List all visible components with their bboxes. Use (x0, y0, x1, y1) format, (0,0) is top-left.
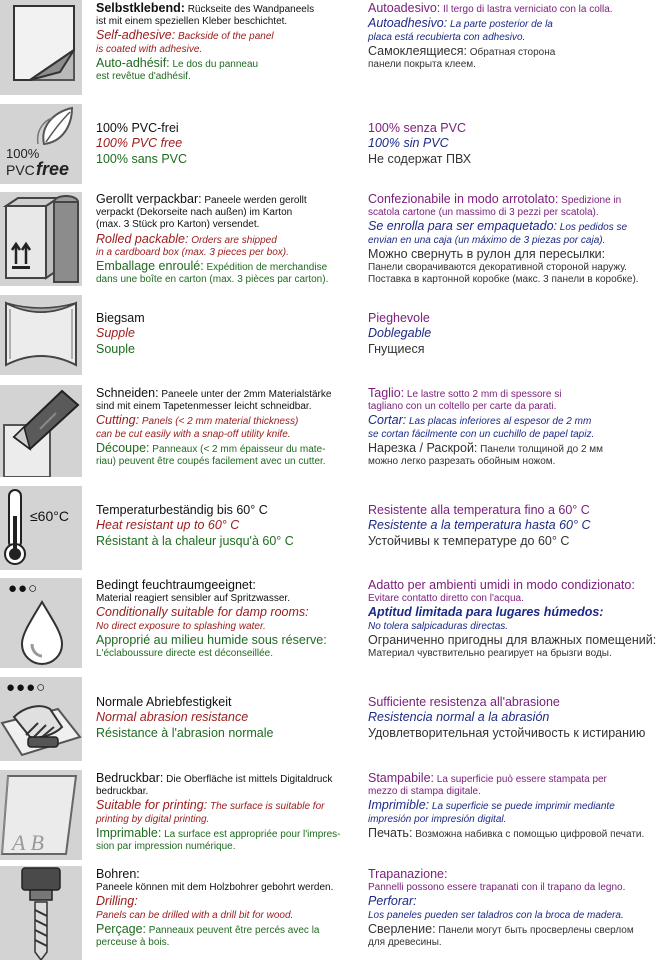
fr-label: Découpe: (96, 440, 150, 455)
de-text-2: Paneele können mit dem Holzbohrer gebohrt werden. (96, 882, 334, 894)
fr-text: Expédition de merchandise (203, 262, 328, 274)
it-label: Adatto per ambienti umidi in modo condizionato: (368, 578, 635, 592)
es-label: Aptitud limitada para lugares húmedos: (368, 605, 604, 620)
it-text-2: Pannelli possono essere trapanati con il trapano da legno. (368, 882, 626, 894)
de-text-2: verpackt (Dekorseite nach außen) im Karton (96, 207, 293, 219)
en-label: Cutting: (96, 413, 140, 428)
ru-text-2: панели покрыта клеем. (368, 58, 476, 70)
en-text-2: No direct exposure to splashing water. (96, 620, 266, 632)
es-text: Los pedidos se (557, 222, 628, 234)
it-label: Sufficiente resistenza all'abrasione (368, 695, 560, 709)
fr-label: Résistance à l'abrasion normale (96, 725, 274, 740)
es-text: La parte posterior de la (447, 19, 553, 31)
en-label: Suitable for printing: (96, 798, 208, 813)
de-label: Temperaturbeständig bis 60° C (96, 503, 268, 517)
de-text-3: (max. 3 Stück pro Karton) versendet. (96, 219, 260, 231)
ru-text: Панели могут быть просверлены сверлом (435, 924, 634, 936)
print-sample-letters: A B (12, 830, 44, 855)
fr-text-2: perceuse à bois. (96, 937, 170, 949)
feature-row-pvc-free (0, 104, 672, 184)
es-text-2: envian en una caja (un máximo de 3 piezas por caja). (368, 234, 606, 246)
fr-label: Imprimable: (96, 825, 162, 840)
es-label: Resistente a la temperatura hasta 60° C (368, 518, 591, 533)
ru-label: Печать: (368, 825, 413, 840)
de-label: Biegsam (96, 311, 145, 325)
es-label: 100% sin PVC (368, 136, 449, 151)
it-label: 100% senza PVC (368, 121, 466, 135)
it-text-2: scatola cartone (un massimo di 3 pezzi per scatola). (368, 207, 599, 219)
en-label: 100% PVC free (96, 136, 183, 151)
ru-label: Сверление: (368, 921, 436, 936)
en-label: Supple (96, 326, 135, 341)
de-label: Bohren: (96, 867, 140, 881)
ru-text: Возможна набивка с помощью цифровой печати. (412, 828, 645, 840)
ru-text-2: для древесины. (368, 937, 442, 949)
de-label: Normale Abriebfestigkeit (96, 695, 232, 709)
ru-label: Можно свернуть в рулон для пересылки: (368, 246, 606, 261)
fr-label: Résistant à la chaleur jusqu'à 60° C (96, 533, 294, 548)
es-label: Imprimible: (368, 798, 430, 813)
es-label: Cortar: (368, 413, 407, 428)
feature-row-heat-resistant (0, 486, 672, 570)
en-text: Panels (< 2 mm material thickness) (139, 416, 299, 428)
fr-label: Auto-adhésif: (96, 55, 170, 70)
ru-text-3: Поставка в картонной коробке (макс. 3 панели в коробке). (368, 274, 639, 286)
pvc-percent: 100% (6, 146, 40, 161)
en-text-2: can be cut easily with a snap-off utility knife. (96, 428, 291, 440)
it-label: Confezionabile in modo arrotolato: (368, 192, 559, 206)
it-label: Pieghevole (368, 311, 430, 325)
en-label: Drilling: (96, 894, 138, 909)
fr-text-2: dans une boîte en carton (max. 3 pièces par carton). (96, 274, 329, 286)
es-text-2: impresión por impresión digital. (368, 813, 507, 825)
de-label: Bedingt feuchtraumgeeignet: (96, 578, 256, 592)
es-label: Autoadhesivo: (368, 16, 448, 31)
de-label: Schneiden: (96, 386, 159, 400)
feature-row-damp-rooms (0, 578, 672, 668)
fr-text-2: L'éclaboussure directe est déconseillée. (96, 648, 274, 660)
en-text-2: in a cardboard box (max. 3 pieces per box). (96, 246, 289, 258)
fr-text: Panneaux peuvent être percés avec la (146, 924, 320, 936)
fr-text: Panneaux (< 2 mm épaisseur du mate- (149, 443, 326, 455)
it-text: Il tergo di lastra verniciato con la colla. (440, 4, 613, 15)
en-label: Heat resistant up to 60° C (96, 518, 240, 533)
de-text-2: sind mit einem Tapetenmesser leicht schneidbar. (96, 401, 312, 413)
ru-label: Устойчивы к температуре до 60° С (368, 533, 570, 548)
es-label: Se enrolla para ser empaquetado: (368, 219, 558, 234)
it-label: Resistente alla temperatura fino a 60° C (368, 503, 590, 517)
en-text-2: printing by digital printing. (96, 813, 210, 825)
water-drop-icon (0, 578, 82, 668)
en-text: The surface is suitable for (207, 801, 325, 813)
it-label: Stampabile: (368, 771, 435, 785)
feature-row-supple (0, 295, 672, 375)
es-label: Perforar: (368, 894, 417, 909)
en-text-2: is coated with adhesive. (96, 43, 203, 55)
feature-row-abrasion (0, 677, 672, 761)
moisture-rating-dots: ●●○ (8, 580, 39, 597)
it-text: Spedizione in (558, 195, 622, 206)
fr-label: Emballage enroulé: (96, 259, 204, 274)
de-label: Selbstklebend: (96, 1, 185, 15)
fr-label: Approprié au milieu humide sous réserve: (96, 632, 327, 647)
en-text: Orders are shipped (188, 234, 277, 246)
fr-text: La surface est appropriée pour l'impres- (161, 828, 341, 840)
ru-text-2: Панели сворачиваются декоративной стороной наружу. (368, 262, 627, 274)
es-label: Resistencia normal a la abrasión (368, 710, 550, 725)
es-text-2: se cortan fácilmente con un cuchillo de papel tapiz. (368, 428, 595, 440)
en-text-2: Panels can be drilled with a drill bit for wood. (96, 909, 294, 921)
en-label: Rolled packable: (96, 231, 189, 246)
fr-label: Souple (96, 341, 135, 356)
es-text-2: placa está recubierta con adhesivo. (368, 31, 526, 43)
de-text: Rückseite des Wandpaneels (184, 4, 315, 15)
ru-text-2: Материал чувствительно реагирует на брызги воды. (368, 648, 612, 660)
es-text: La superficie se puede imprimir mediante (429, 801, 615, 813)
ru-label: Гнущиеся (368, 341, 425, 356)
feature-row-cutting (0, 385, 672, 477)
de-text-2: ist mit einem speziellen Kleber beschichtet. (96, 16, 288, 28)
fr-text-2: riau) peuvent être coupés facilement avec un cutter. (96, 456, 326, 468)
de-label: Gerollt verpackbar: (96, 192, 202, 206)
temp-label: ≤60°C (30, 508, 69, 524)
de-text: Die Oberfläche ist mittels Digitaldruck (163, 774, 333, 785)
fr-text: Le dos du panneau (169, 58, 259, 70)
it-text: La superficie può essere stampata per (434, 774, 607, 785)
it-text-2: tagliano con un coltello per carte da parati. (368, 401, 557, 413)
rolled-box-icon (0, 192, 82, 286)
ru-label: Самоклеящиеся: (368, 43, 467, 58)
fr-text-2: est revêtue d'adhésif. (96, 71, 191, 83)
free-word: free (36, 159, 70, 179)
pvc-free-leaf-icon (0, 104, 82, 184)
feature-row-self-adhesive (0, 0, 672, 95)
de-label: 100% PVC-frei (96, 121, 179, 135)
ru-label: Ограниченно пригодны для влажных помещений: (368, 632, 657, 647)
es-label: Doblegable (368, 326, 432, 341)
knife-cutting-icon (0, 385, 82, 477)
abrasion-rating-dots: ●●●○ (6, 679, 47, 696)
en-text: Backside of the panel (175, 31, 274, 43)
feature-row-rolled-packable (0, 192, 672, 286)
it-text-2: Evitare contatto diretto con l'acqua. (368, 593, 524, 605)
feature-row-drilling (0, 866, 672, 960)
fr-label: Perçage: (96, 921, 147, 936)
ru-text: Обратная сторона (467, 46, 556, 58)
es-text-2: No tolera salpicaduras directas. (368, 620, 509, 632)
en-label: Self-adhesive: (96, 28, 176, 43)
pvc-word: PVC (6, 162, 35, 178)
ru-label: Нарезка / Раскрой: (368, 440, 478, 455)
it-label: Taglio: (368, 386, 405, 400)
de-text-2: bedruckbar. (96, 786, 149, 798)
es-text-2: Los paneles pueden ser taladros con la broca de madera. (368, 909, 624, 921)
de-text: Paneele unter der 2mm Materialstärke (158, 389, 332, 400)
feature-row-printing (0, 770, 672, 860)
drill-bit-icon (0, 866, 82, 960)
it-label: Trapanazione: (368, 867, 448, 881)
abrasion-hand-icon (0, 677, 82, 761)
it-label: Autoadesivo: (368, 1, 441, 15)
bent-sheet-icon (0, 295, 82, 375)
thermometer-icon (0, 486, 82, 570)
it-text-2: mezzo di stampa digitale. (368, 786, 481, 798)
de-text: Paneele werden gerollt (201, 195, 307, 206)
ru-label: Удовлетворительная устойчивость к истиранию (368, 725, 646, 740)
es-text: Las placas inferiores al espesor de 2 mm (406, 416, 592, 428)
it-text: Le lastre sotto 2 mm di spessore si (404, 389, 562, 400)
peel-sheet-icon (0, 0, 82, 95)
en-label: Normal abrasion resistance (96, 710, 249, 725)
ru-text-2: можно легко разрезать обойным ножом. (368, 456, 556, 468)
ru-text: Панели толщиной до 2 мм (477, 443, 604, 455)
ru-label: Не содержат ПВХ (368, 151, 472, 166)
de-text-2: Material reagiert sensibler auf Spritzwasser. (96, 593, 290, 605)
en-label: Conditionally suitable for damp rooms: (96, 605, 309, 620)
fr-label: 100% sans PVC (96, 151, 188, 166)
fr-text-2: sion par impression numérique. (96, 841, 236, 853)
printed-letters-icon (0, 770, 82, 860)
de-label: Bedruckbar: (96, 771, 164, 785)
